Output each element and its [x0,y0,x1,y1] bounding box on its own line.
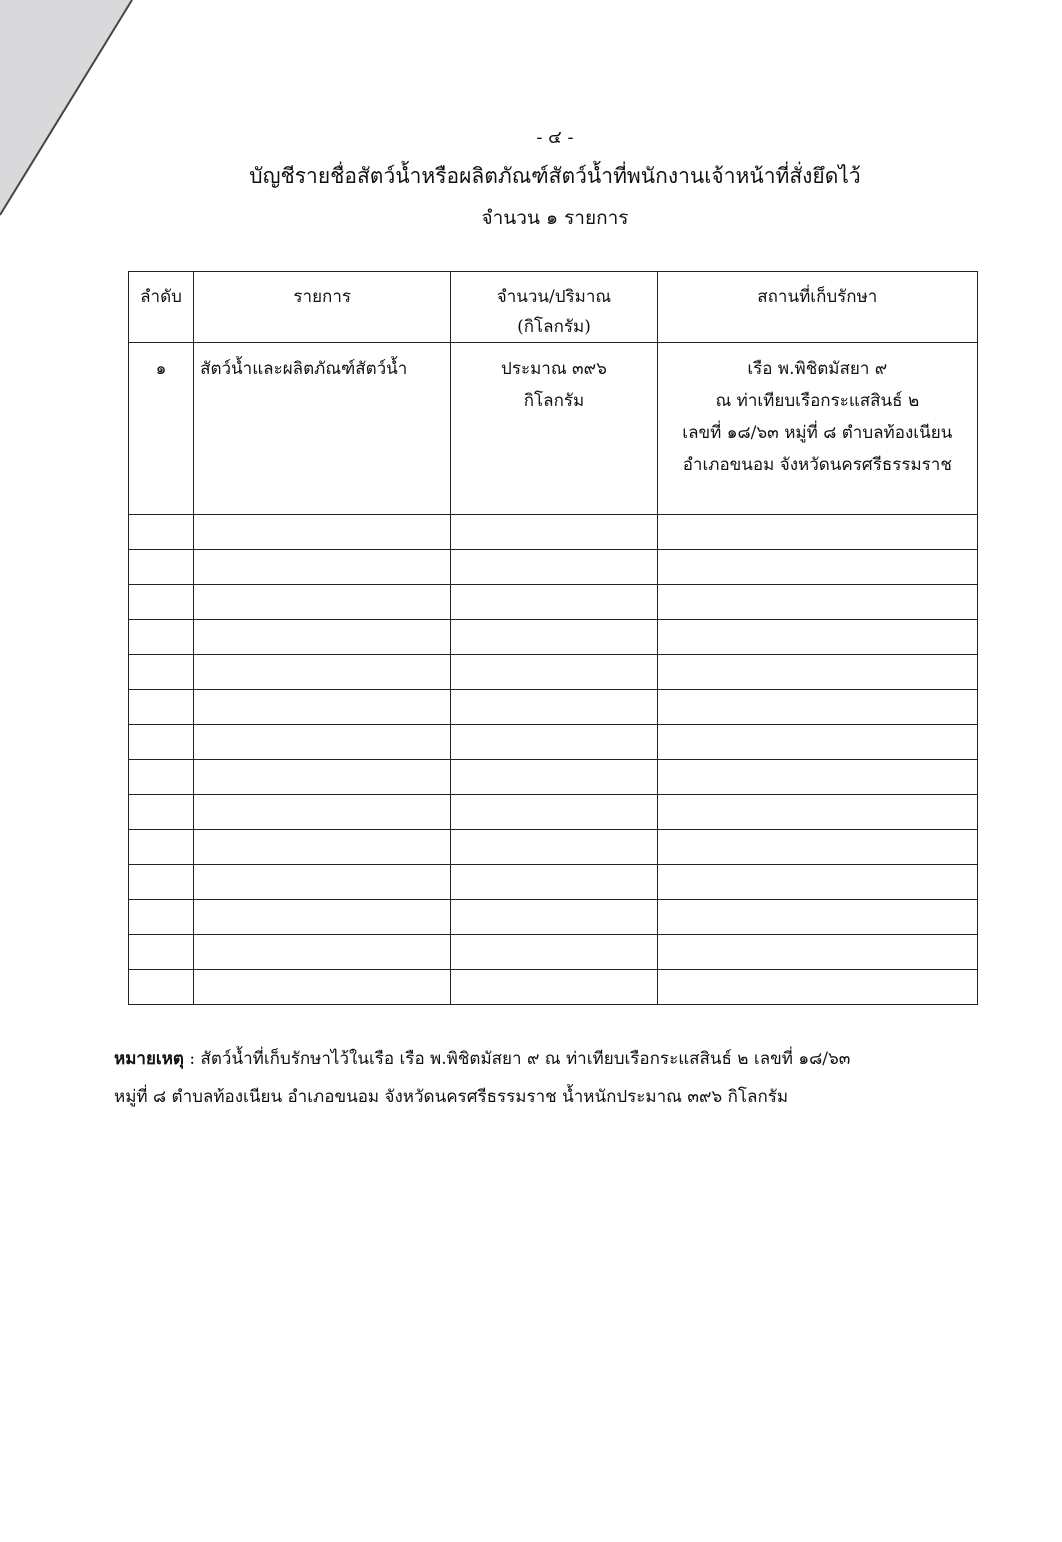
cell-quantity [451,725,657,760]
cell-no [129,865,194,900]
cell-storage-place [657,900,977,935]
cell-storage-place [657,550,977,585]
cell-quantity-line1: ประมาณ ๓๙๖ [501,359,607,379]
cell-item [194,830,451,865]
cell-no [129,515,194,550]
table-row-empty [129,900,978,935]
table-row-empty [129,935,978,970]
cell-no [129,900,194,935]
cell-quantity [451,515,657,550]
cell-no [129,970,194,1005]
cell-item: สัตว์น้ำและผลิตภัณฑ์สัตว์น้ำ [194,343,451,515]
cell-item [194,970,451,1005]
table-row-empty [129,585,978,620]
cell-storage-place [657,970,977,1005]
cell-storage-place [657,865,977,900]
cell-storage-place [657,655,977,690]
cell-item [194,795,451,830]
cell-quantity [451,760,657,795]
cell-no [129,550,194,585]
header-no: ลำดับ [129,272,194,343]
cell-storage-place [657,830,977,865]
table-row-empty [129,725,978,760]
cell-place-line3: เลขที่ ๑๘/๖๓ หมู่ที่ ๘ ตำบลท้องเนียน [682,423,953,443]
table-row-empty [129,690,978,725]
table-row-empty [129,970,978,1005]
cell-quantity [451,550,657,585]
table-row-empty [129,795,978,830]
header-quantity-line2: (กิโลกรัม) [517,317,591,337]
cell-storage-place [657,795,977,830]
document-subtitle: จำนวน ๑ รายการ [481,207,629,229]
header-quantity-line1: จำนวน/ปริมาณ [496,287,612,307]
table-row-empty [129,865,978,900]
seized-items-table [128,271,978,1005]
cell-quantity [451,585,657,620]
table-row [129,343,978,515]
cell-storage-place [657,690,977,725]
document-title: บัญชีรายชื่อสัตว์น้ำหรือผลิตภัณฑ์สัตว์น้ำที่พนักงานเจ้าหน้าที่สั่งยึดไว้ [249,164,861,188]
cell-no [129,725,194,760]
cell-storage-place [657,935,977,970]
table-row-empty [129,655,978,690]
cell-item [194,585,451,620]
cell-storage-place [657,760,977,795]
cell-no: ๑ [129,343,194,515]
cell-place-line4: อำเภอขนอม จังหวัดนครศรีธรรมราช [682,455,952,475]
cell-item [194,760,451,795]
table-row-empty [129,550,978,585]
cell-item [194,655,451,690]
cell-quantity [451,900,657,935]
remark-text-line2: หมู่ที่ ๘ ตำบลท้องเนียน อำเภอขนอม จังหวัดนครศรีธรรมราช น้ำหนักประมาณ ๓๙๖ กิโลกรัม [114,1087,789,1107]
cell-storage-place [657,725,977,760]
cell-item [194,725,451,760]
cell-no [129,830,194,865]
table-row-empty [129,830,978,865]
cell-quantity [451,690,657,725]
cell-no [129,795,194,830]
cell-storage-place [657,620,977,655]
cell-quantity [451,655,657,690]
cell-quantity [451,970,657,1005]
cell-place-line1: เรือ พ.พิชิตมัสยา ๙ [747,359,888,379]
cell-quantity-line2: กิโลกรัม [523,391,585,411]
remark-note [114,1040,1014,1116]
cell-storage-place [657,515,977,550]
cell-item [194,865,451,900]
table-row-empty [129,620,978,655]
header-item: รายการ [194,272,451,343]
cell-no [129,655,194,690]
page-number: - ๔ - [536,127,574,148]
cell-item [194,550,451,585]
cell-item [194,935,451,970]
remark-line1 [114,1040,1014,1078]
cell-quantity [451,343,657,515]
cell-quantity [451,935,657,970]
cell-storage-place [657,343,977,515]
cell-place-line2: ณ ท่าเทียบเรือกระแสสินธ์ ๒ [715,391,920,411]
cell-no [129,690,194,725]
cell-quantity [451,795,657,830]
remark-label: หมายเหตุ [114,1049,184,1069]
cell-storage-place [657,585,977,620]
cell-no [129,935,194,970]
cell-quantity [451,620,657,655]
cell-item [194,515,451,550]
header-storage-place: สถานที่เก็บรักษา [657,272,977,343]
table-row-empty [129,760,978,795]
cell-item [194,690,451,725]
cell-item [194,900,451,935]
cell-quantity [451,865,657,900]
cell-no [129,620,194,655]
remark-text-line1: : สัตว์น้ำที่เก็บรักษาไว้ในเรือ เรือ พ.พิชิตมัสยา ๙ ณ ท่าเทียบเรือกระแสสินธ์ ๒ เลขที่ ๑๘/๖๓ [183,1049,851,1069]
header-quantity [451,272,657,343]
cell-quantity [451,830,657,865]
table-row-empty [129,515,978,550]
cell-item [194,620,451,655]
cell-no [129,585,194,620]
table-header-row [129,272,978,343]
cell-no [129,760,194,795]
